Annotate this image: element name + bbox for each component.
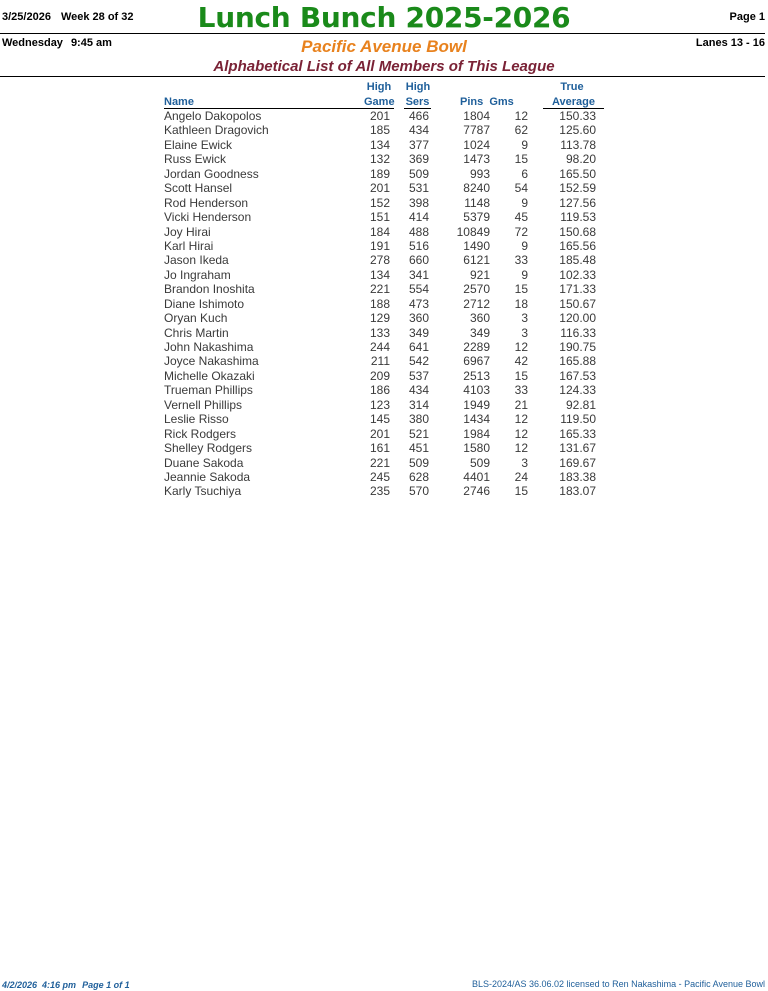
table-row bbox=[0, 253, 768, 267]
member-high-game: 209 bbox=[369, 368, 390, 383]
member-high-game: 185 bbox=[369, 123, 390, 138]
member-games: 9 bbox=[521, 267, 528, 282]
table-row bbox=[0, 297, 768, 311]
member-name: Chris Martin bbox=[164, 325, 229, 340]
member-name: Duane Sakoda bbox=[164, 455, 244, 470]
member-name: Karl Hirai bbox=[164, 238, 214, 253]
member-games: 12 bbox=[514, 109, 528, 123]
member-games: 9 bbox=[521, 137, 528, 152]
member-games: 54 bbox=[514, 181, 528, 196]
header-divider bbox=[0, 33, 765, 34]
member-high-sers: 341 bbox=[408, 267, 429, 282]
member-games: 72 bbox=[514, 224, 528, 239]
member-high-game: 186 bbox=[369, 383, 390, 398]
member-games: 15 bbox=[514, 282, 528, 297]
member-name: Russ Ewick bbox=[164, 152, 227, 167]
member-average: 167.53 bbox=[559, 368, 596, 383]
member-high-sers: 628 bbox=[408, 469, 429, 484]
member-games: 62 bbox=[514, 123, 528, 138]
member-high-sers: 466 bbox=[408, 109, 429, 123]
member-average: 190.75 bbox=[559, 340, 596, 354]
member-name: Trueman Phillips bbox=[164, 383, 253, 398]
member-high-game: 134 bbox=[369, 137, 390, 152]
table-row bbox=[0, 167, 768, 181]
member-pins: 993 bbox=[469, 166, 490, 181]
member-average: 165.50 bbox=[559, 166, 596, 181]
member-high-sers: 369 bbox=[408, 152, 429, 167]
member-high-game: 221 bbox=[369, 282, 390, 297]
member-pins: 1580 bbox=[463, 441, 490, 456]
footer-printed: 4/2/2026 4:16 pm bbox=[2, 980, 77, 990]
member-name: Joy Hirai bbox=[164, 224, 211, 239]
member-high-sers: 542 bbox=[408, 354, 429, 369]
member-high-sers: 434 bbox=[408, 123, 429, 138]
col-high-sers-top: High bbox=[405, 81, 431, 93]
member-pins: 2712 bbox=[463, 296, 490, 311]
member-average: 127.56 bbox=[559, 195, 596, 210]
member-high-sers: 380 bbox=[408, 412, 429, 427]
table-row bbox=[0, 239, 768, 253]
report-subtitle: Alphabetical List of All Members of This League bbox=[213, 58, 555, 75]
member-name: Michelle Okazaki bbox=[164, 368, 255, 383]
member-average: 152.59 bbox=[559, 181, 596, 196]
member-average: 183.07 bbox=[559, 484, 596, 499]
member-pins: 509 bbox=[469, 455, 490, 470]
member-average: 183.38 bbox=[559, 469, 596, 484]
member-games: 45 bbox=[514, 210, 528, 225]
member-high-sers: 398 bbox=[408, 195, 429, 210]
member-name: Jason Ikeda bbox=[164, 253, 229, 268]
table-row bbox=[0, 340, 768, 354]
table-row bbox=[0, 354, 768, 368]
members-table bbox=[0, 109, 768, 499]
member-name: Scott Hansel bbox=[164, 181, 233, 196]
member-games: 12 bbox=[514, 441, 528, 456]
venue-name: Pacific Avenue Bowl bbox=[301, 37, 467, 56]
footer-license: BLS-2024/AS 36.06.02 licensed to Ren Nakashima - Pacific Avenue Bowl bbox=[471, 979, 765, 989]
member-games: 21 bbox=[514, 397, 528, 412]
member-name: Jordan Goodness bbox=[164, 166, 259, 181]
member-pins: 1804 bbox=[463, 109, 490, 123]
member-games: 33 bbox=[514, 253, 528, 268]
member-average: 113.78 bbox=[560, 137, 596, 152]
member-pins: 6967 bbox=[463, 354, 490, 369]
member-games: 9 bbox=[521, 195, 528, 210]
member-high-sers: 473 bbox=[408, 296, 429, 311]
member-high-game: 151 bbox=[369, 210, 390, 225]
col-average-header: Average bbox=[543, 96, 604, 109]
member-high-sers: 414 bbox=[408, 210, 429, 225]
member-pins: 921 bbox=[469, 267, 490, 282]
member-high-sers: 434 bbox=[408, 383, 429, 398]
report-date: 3/25/2026 bbox=[2, 11, 51, 23]
member-average: 150.68 bbox=[559, 224, 596, 239]
member-games: 15 bbox=[514, 152, 528, 167]
member-high-game: 211 bbox=[370, 354, 390, 369]
table-row bbox=[0, 138, 768, 152]
member-average: 125.60 bbox=[559, 123, 596, 138]
member-name: Jo Ingraham bbox=[164, 267, 231, 282]
table-row bbox=[0, 123, 768, 137]
member-pins: 1434 bbox=[463, 412, 490, 427]
member-name: Leslie Risso bbox=[164, 412, 229, 427]
member-average: 185.48 bbox=[559, 253, 596, 268]
table-row bbox=[0, 398, 768, 412]
member-games: 12 bbox=[514, 412, 528, 427]
member-games: 3 bbox=[521, 455, 528, 470]
member-high-sers: 377 bbox=[408, 137, 429, 152]
member-name: Vicki Henderson bbox=[164, 210, 252, 225]
member-average: 150.33 bbox=[559, 109, 596, 123]
member-high-sers: 509 bbox=[408, 166, 429, 181]
member-pins: 1949 bbox=[463, 397, 490, 412]
member-average: 165.56 bbox=[559, 238, 596, 253]
col-high-game-top: High bbox=[366, 81, 392, 93]
member-average: 124.33 bbox=[559, 383, 596, 398]
member-high-game: 245 bbox=[369, 469, 390, 484]
member-average: 119.53 bbox=[560, 210, 596, 225]
table-row bbox=[0, 181, 768, 195]
table-row bbox=[0, 383, 768, 397]
member-games: 12 bbox=[514, 426, 528, 441]
member-high-game: 201 bbox=[369, 181, 390, 196]
table-row bbox=[0, 484, 768, 498]
member-pins: 6121 bbox=[463, 253, 490, 268]
member-name: Karly Tsuchiya bbox=[164, 484, 242, 499]
league-time: 9:45 am bbox=[70, 37, 112, 49]
table-row bbox=[0, 441, 768, 455]
member-high-sers: 516 bbox=[408, 238, 429, 253]
table-row bbox=[0, 470, 768, 484]
col-sers-header: Sers bbox=[405, 96, 430, 108]
table-row bbox=[0, 225, 768, 239]
page-number: Page 1 bbox=[729, 11, 765, 23]
member-average: 131.67 bbox=[559, 441, 596, 456]
member-high-game: 152 bbox=[369, 195, 390, 210]
week-label: Week 28 of 32 bbox=[60, 11, 134, 23]
member-high-sers: 521 bbox=[408, 426, 429, 441]
member-high-game: 184 bbox=[369, 224, 390, 239]
member-name: Shelley Rodgers bbox=[164, 441, 253, 456]
member-games: 33 bbox=[514, 383, 528, 398]
col-game-header: Game bbox=[364, 96, 395, 108]
member-pins: 360 bbox=[469, 311, 490, 326]
member-games: 9 bbox=[521, 238, 528, 253]
member-high-game: 123 bbox=[369, 397, 390, 412]
member-high-sers: 314 bbox=[408, 397, 429, 412]
member-name: Kathleen Dragovich bbox=[164, 123, 269, 138]
member-pins: 2289 bbox=[463, 340, 490, 354]
member-pins: 1148 bbox=[464, 195, 490, 210]
table-row bbox=[0, 210, 768, 224]
member-pins: 1024 bbox=[463, 137, 490, 152]
table-row bbox=[0, 268, 768, 282]
member-average: 150.67 bbox=[559, 296, 596, 311]
member-name: Brandon Inoshita bbox=[164, 282, 255, 297]
league-day: Wednesday bbox=[2, 37, 63, 49]
member-high-sers: 660 bbox=[408, 253, 429, 268]
member-games: 42 bbox=[514, 354, 528, 369]
member-high-sers: 554 bbox=[408, 282, 429, 297]
member-games: 24 bbox=[514, 469, 528, 484]
footer-page-of: Page 1 of 1 bbox=[82, 980, 130, 990]
col-name-header: Name bbox=[164, 96, 374, 109]
member-average: 120.00 bbox=[559, 311, 596, 326]
member-pins: 2570 bbox=[463, 282, 490, 297]
member-high-game: 221 bbox=[369, 455, 390, 470]
member-name: John Nakashima bbox=[164, 340, 254, 354]
member-high-game: 201 bbox=[369, 426, 390, 441]
member-high-sers: 531 bbox=[408, 181, 429, 196]
member-name: Vernell Phillips bbox=[164, 397, 243, 412]
member-name: Angelo Dakopolos bbox=[164, 109, 262, 123]
member-pins: 1490 bbox=[463, 238, 490, 253]
member-high-game: 133 bbox=[369, 325, 390, 340]
member-games: 12 bbox=[514, 340, 528, 354]
lanes-label: Lanes 13 - 16 bbox=[695, 37, 765, 49]
table-row bbox=[0, 369, 768, 383]
col-pins-gms-header: Pins Gms bbox=[460, 96, 514, 108]
member-name: Rod Henderson bbox=[164, 195, 249, 210]
member-pins: 7787 bbox=[463, 123, 490, 138]
table-row bbox=[0, 326, 768, 340]
member-games: 6 bbox=[521, 166, 528, 181]
member-average: 102.33 bbox=[559, 267, 596, 282]
member-average: 169.67 bbox=[559, 455, 596, 470]
member-name: Elaine Ewick bbox=[164, 137, 233, 152]
member-pins: 2746 bbox=[463, 484, 490, 499]
member-average: 171.33 bbox=[559, 282, 596, 297]
member-high-game: 201 bbox=[369, 109, 390, 123]
table-row bbox=[0, 152, 768, 166]
member-average: 116.33 bbox=[560, 325, 596, 340]
member-average: 119.50 bbox=[560, 412, 596, 427]
member-high-game: 132 bbox=[369, 152, 390, 167]
member-high-game: 235 bbox=[369, 484, 390, 499]
member-high-game: 129 bbox=[369, 311, 390, 326]
member-high-game: 134 bbox=[369, 267, 390, 282]
member-average: 165.33 bbox=[559, 426, 596, 441]
member-pins: 349 bbox=[469, 325, 490, 340]
member-high-sers: 488 bbox=[408, 224, 429, 239]
member-high-sers: 570 bbox=[408, 484, 429, 499]
table-row bbox=[0, 311, 768, 325]
member-high-sers: 537 bbox=[408, 368, 429, 383]
member-high-game: 145 bbox=[369, 412, 390, 427]
table-row bbox=[0, 109, 768, 123]
member-pins: 2513 bbox=[463, 368, 490, 383]
member-average: 92.81 bbox=[565, 397, 596, 412]
member-high-game: 191 bbox=[369, 238, 390, 253]
table-row bbox=[0, 412, 768, 426]
member-name: Oryan Kuch bbox=[164, 311, 228, 326]
member-high-sers: 641 bbox=[408, 340, 429, 354]
col-true-top: True bbox=[560, 81, 584, 93]
member-pins: 1473 bbox=[463, 152, 490, 167]
member-high-game: 189 bbox=[369, 166, 390, 181]
member-games: 3 bbox=[521, 325, 528, 340]
table-row bbox=[0, 282, 768, 296]
member-games: 18 bbox=[514, 296, 528, 311]
member-name: Diane Ishimoto bbox=[164, 296, 245, 311]
member-name: Jeannie Sakoda bbox=[164, 469, 251, 484]
member-pins: 1984 bbox=[463, 426, 490, 441]
member-high-game: 244 bbox=[369, 340, 390, 354]
member-pins: 8240 bbox=[463, 181, 490, 196]
member-pins: 4103 bbox=[463, 383, 490, 398]
table-row bbox=[0, 456, 768, 470]
member-pins: 10849 bbox=[456, 224, 490, 239]
table-row bbox=[0, 196, 768, 210]
member-name: Rick Rodgers bbox=[164, 426, 237, 441]
member-high-game: 161 bbox=[369, 441, 390, 456]
member-pins: 4401 bbox=[463, 469, 490, 484]
member-average: 165.88 bbox=[559, 354, 596, 369]
member-high-sers: 509 bbox=[408, 455, 429, 470]
member-name: Joyce Nakashima bbox=[164, 354, 259, 369]
member-games: 15 bbox=[514, 484, 528, 499]
footer-print-info bbox=[2, 980, 130, 990]
member-games: 3 bbox=[521, 311, 528, 326]
member-high-game: 278 bbox=[369, 253, 390, 268]
table-row bbox=[0, 427, 768, 441]
member-games: 15 bbox=[514, 368, 528, 383]
member-high-sers: 349 bbox=[408, 325, 429, 340]
member-high-sers: 451 bbox=[408, 441, 429, 456]
member-pins: 5379 bbox=[463, 210, 490, 225]
member-high-sers: 360 bbox=[408, 311, 429, 326]
member-average: 98.20 bbox=[565, 152, 596, 167]
league-title: Lunch Bunch 2025-2026 bbox=[197, 1, 571, 34]
member-high-game: 188 bbox=[369, 296, 390, 311]
subtitle-divider bbox=[0, 76, 765, 77]
